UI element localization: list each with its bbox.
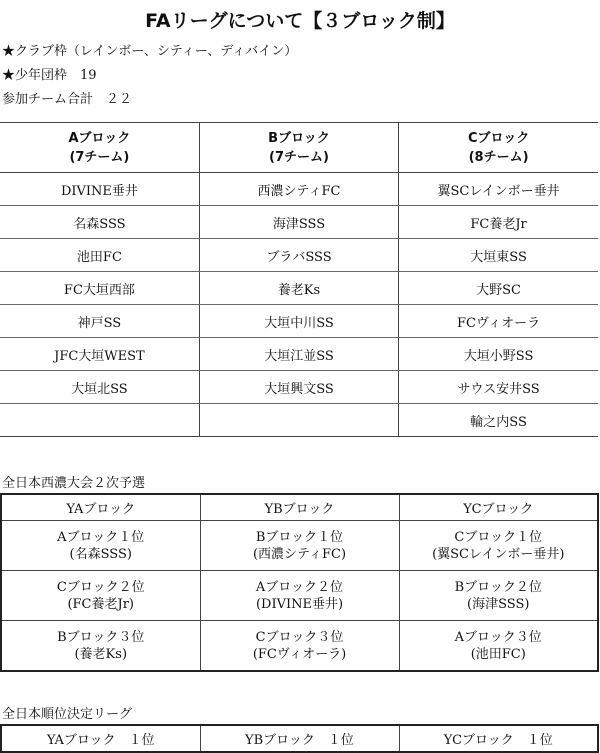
qualifier-cell: Aブロック２位 (DIVINE垂井) <box>200 571 399 621</box>
table-row <box>0 305 598 338</box>
team-cell: 翼SCレインボー垂井 <box>399 173 598 206</box>
block-b-header: Bブロック (7チーム) <box>199 123 398 173</box>
qualifier-header-row <box>1 494 598 521</box>
team-cell: 海津SSS <box>199 206 398 239</box>
table-row <box>0 272 598 305</box>
block-header-row <box>0 123 598 173</box>
qualifier-cell: Bブロック２位 (海津SSS) <box>399 571 598 621</box>
team-cell: 大垣中川SS <box>199 305 398 338</box>
team-cell: サウス安井SS <box>399 371 598 404</box>
team-cell: FCヴィオーラ <box>399 305 598 338</box>
ranking-cell: YBブロック １位 <box>200 725 399 752</box>
team-cell: 池田FC <box>0 239 199 272</box>
team-cell <box>199 404 398 437</box>
qualifier-cell: Bブロック３位 (養老Ks) <box>57 629 145 662</box>
team-cell: 輪之内SS <box>399 404 598 437</box>
team-cell: ブラバSSS <box>199 239 398 272</box>
team-cell: 大垣小野SS <box>399 338 598 371</box>
team-cell: JFC大垣WEST <box>0 338 199 371</box>
qualifier-cell: Cブロック３位 (FCヴィオーラ) <box>200 621 399 672</box>
team-cell: 養老Ks <box>199 272 398 305</box>
team-cell: 西濃シティFC <box>199 173 398 206</box>
qualifier-cell: Aブロック１位 (名森SSS) <box>1 521 200 571</box>
ya-block-header: YAブロック <box>1 494 200 521</box>
table-row <box>0 173 598 206</box>
table-row <box>1 621 598 672</box>
table-row <box>0 239 598 272</box>
ranking-cell: YAブロック １位 <box>46 733 155 748</box>
team-cell: DIVINE垂井 <box>0 173 199 206</box>
ranking-cell: YCブロック １位 <box>399 725 598 752</box>
qualifier-table <box>0 493 599 672</box>
team-cell: 名森SSS <box>0 206 199 239</box>
team-cell: 大垣東SS <box>399 239 598 272</box>
team-cell: 大垣興文SS <box>199 371 398 404</box>
qualifier-section-label: 全日本西濃大会２次予選 <box>2 476 146 491</box>
team-cell: 大野SC <box>399 272 598 305</box>
table-row <box>0 206 598 239</box>
table-row <box>1 725 598 752</box>
table-row <box>1 521 598 571</box>
block-c-header: Cブロック (8チーム) <box>399 123 598 173</box>
qualifier-cell: Bブロック１位 (西濃シティFC) <box>200 521 399 571</box>
qualifier-cell: Cブロック１位 (翼SCレインボー垂井) <box>399 521 598 571</box>
table-row <box>0 404 598 437</box>
team-cell: 大垣北SS <box>0 371 199 404</box>
qualifier-cell: Aブロック３位 (池田FC) <box>399 621 598 672</box>
yb-block-header: YBブロック <box>200 494 399 521</box>
fa-league-block-table <box>0 122 598 437</box>
table-row <box>0 371 598 404</box>
page-title: FAリーグについて【３ブロック制】 <box>145 10 455 32</box>
table-row <box>1 571 598 621</box>
table-row <box>0 338 598 371</box>
ranking-section-label: 全日本順位決定リーグ <box>2 707 133 722</box>
yc-block-header: YCブロック <box>399 494 598 521</box>
total-teams-note: 参加チーム合計 ２２ <box>2 92 133 107</box>
team-cell: FC大垣西部 <box>0 272 199 305</box>
qualifier-cell: Cブロック２位 (FC養老Jr) <box>1 571 200 621</box>
youth-slots-note: ★少年団枠 19 <box>2 68 97 83</box>
team-cell: FC養老Jr <box>399 206 598 239</box>
team-cell: 神戸SS <box>0 305 199 338</box>
club-slots-note: ★クラブ枠（レインボー、シティー、ディバイン） <box>2 44 298 59</box>
team-cell: 大垣江並SS <box>199 338 398 371</box>
team-cell <box>0 404 199 437</box>
ranking-table <box>0 724 599 753</box>
block-a-header: Aブロック (7チーム) <box>0 123 199 173</box>
